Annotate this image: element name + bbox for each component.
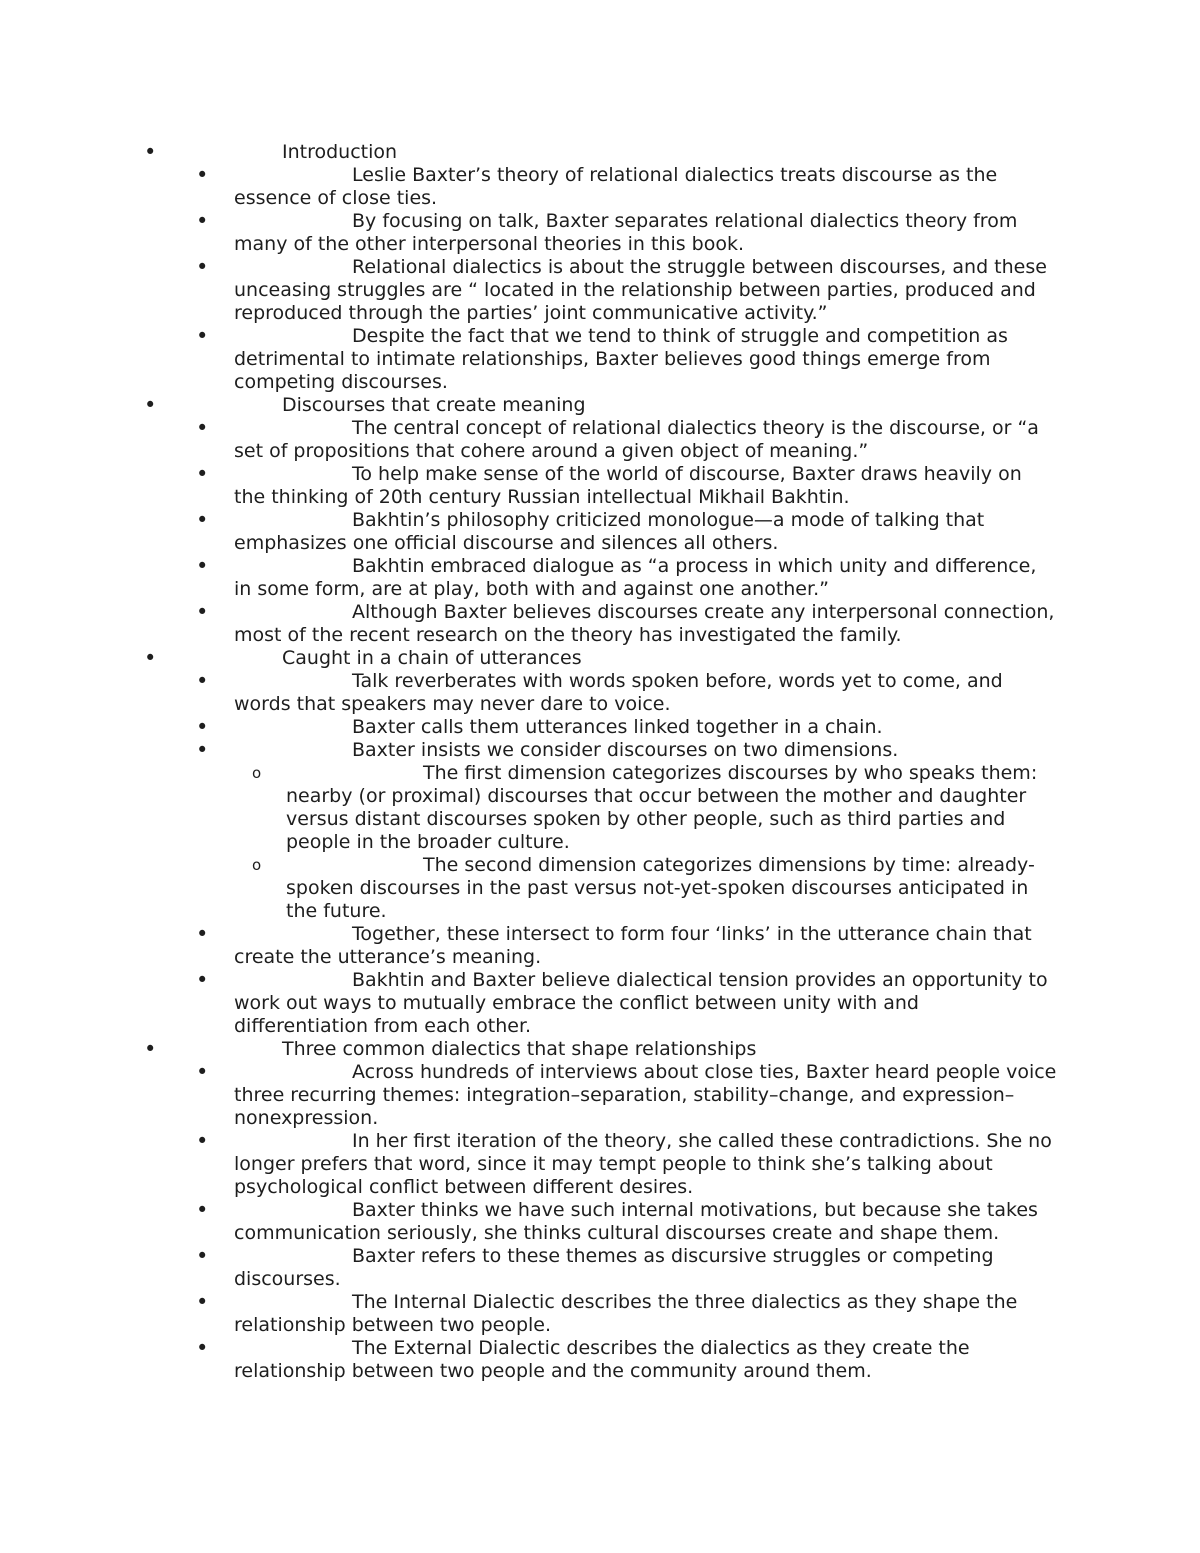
list-item: • Baxter thinks we have such internal motivations, but because she takes communication seriously, she thinks cultural discourses create and shape them.: [234, 1199, 1058, 1245]
list-item: • Together, these intersect to form four ‘links’ in the utterance chain that create the utterance’s meaning.: [234, 923, 1058, 969]
section-heading-discourses: • Discourses that create meaning: [0, 394, 1082, 417]
section-heading-introduction: • Introduction: [0, 141, 1082, 164]
list-item: • Baxter calls them utterances linked together in a chain.: [234, 716, 1058, 739]
section-heading-chain-of-utterances: • Caught in a chain of utterances: [0, 647, 1082, 670]
list-item: • The central concept of relational dialectics theory is the discourse, or “a set of propositions that cohere around a given object of meaning.”: [234, 417, 1058, 463]
list-item: • Although Baxter believes discourses create any interpersonal connection, most of the recent research on the theory has investigated the family.: [234, 601, 1058, 647]
list-item: • Leslie Baxter’s theory of relational dialectics treats discourse as the essence of close ties.: [234, 164, 1058, 210]
list-item: • Bakhtin’s philosophy criticized monologue—a mode of talking that emphasizes one official discourse and silences all others.: [234, 509, 1058, 555]
list-item: • Talk reverberates with words spoken before, words yet to come, and words that speakers may never dare to voice.: [234, 670, 1058, 716]
list-item: • Across hundreds of interviews about close ties, Baxter heard people voice three recurring themes: integration–separation, stability–change, and expression–nonexpression.: [234, 1061, 1058, 1130]
sub-list-item: o The first dimension categorizes discourses by who speaks them: nearby (or proximal) discourses that occur between the mother and daughter versus distant discourses spoken by other people, such as third parties and people in the broader culture.: [286, 762, 1058, 854]
list-item: • Baxter refers to these themes as discursive struggles or competing discourses.: [234, 1245, 1058, 1291]
sub-list-item: o The second dimension categorizes dimensions by time: already-spoken discourses in the past versus not-yet-spoken discourses anticipated in the future.: [286, 854, 1058, 923]
list-item: • By focusing on talk, Baxter separates relational dialectics theory from many of the other interpersonal theories in this book.: [234, 210, 1058, 256]
list-item: • Relational dialectics is about the struggle between discourses, and these unceasing struggles are “ located in the relationship between parties, produced and reproduced through the parties’ joint communicative activity.”: [234, 256, 1058, 325]
list-item: • Despite the fact that we tend to think of struggle and competition as detrimental to intimate relationships, Baxter believes good things emerge from competing discourses.: [234, 325, 1058, 394]
list-item: • The Internal Dialectic describes the three dialectics as they shape the relationship between two people.: [234, 1291, 1058, 1337]
outline-list: [0, 141, 1200, 1383]
section-heading-three-dialectics: • Three common dialectics that shape relationships: [0, 1038, 1082, 1061]
list-item: • Bakhtin embraced dialogue as “a process in which unity and difference, in some form, are at play, both with and against one another.”: [234, 555, 1058, 601]
list-item: • Bakhtin and Baxter believe dialectical tension provides an opportunity to work out ways to mutually embrace the conflict between unity with and differentiation from each other.: [234, 969, 1058, 1038]
list-item: • In her first iteration of the theory, she called these contradictions. She no longer prefers that word, since it may tempt people to think she’s talking about psychological conflict between different desires.: [234, 1130, 1058, 1199]
list-item: • To help make sense of the world of discourse, Baxter draws heavily on the thinking of 20th century Russian intellectual Mikhail Bakhtin.: [234, 463, 1058, 509]
list-item: • The External Dialectic describes the dialectics as they create the relationship between two people and the community around them.: [234, 1337, 1058, 1383]
list-item: • Baxter insists we consider discourses on two dimensions.: [234, 739, 1058, 762]
